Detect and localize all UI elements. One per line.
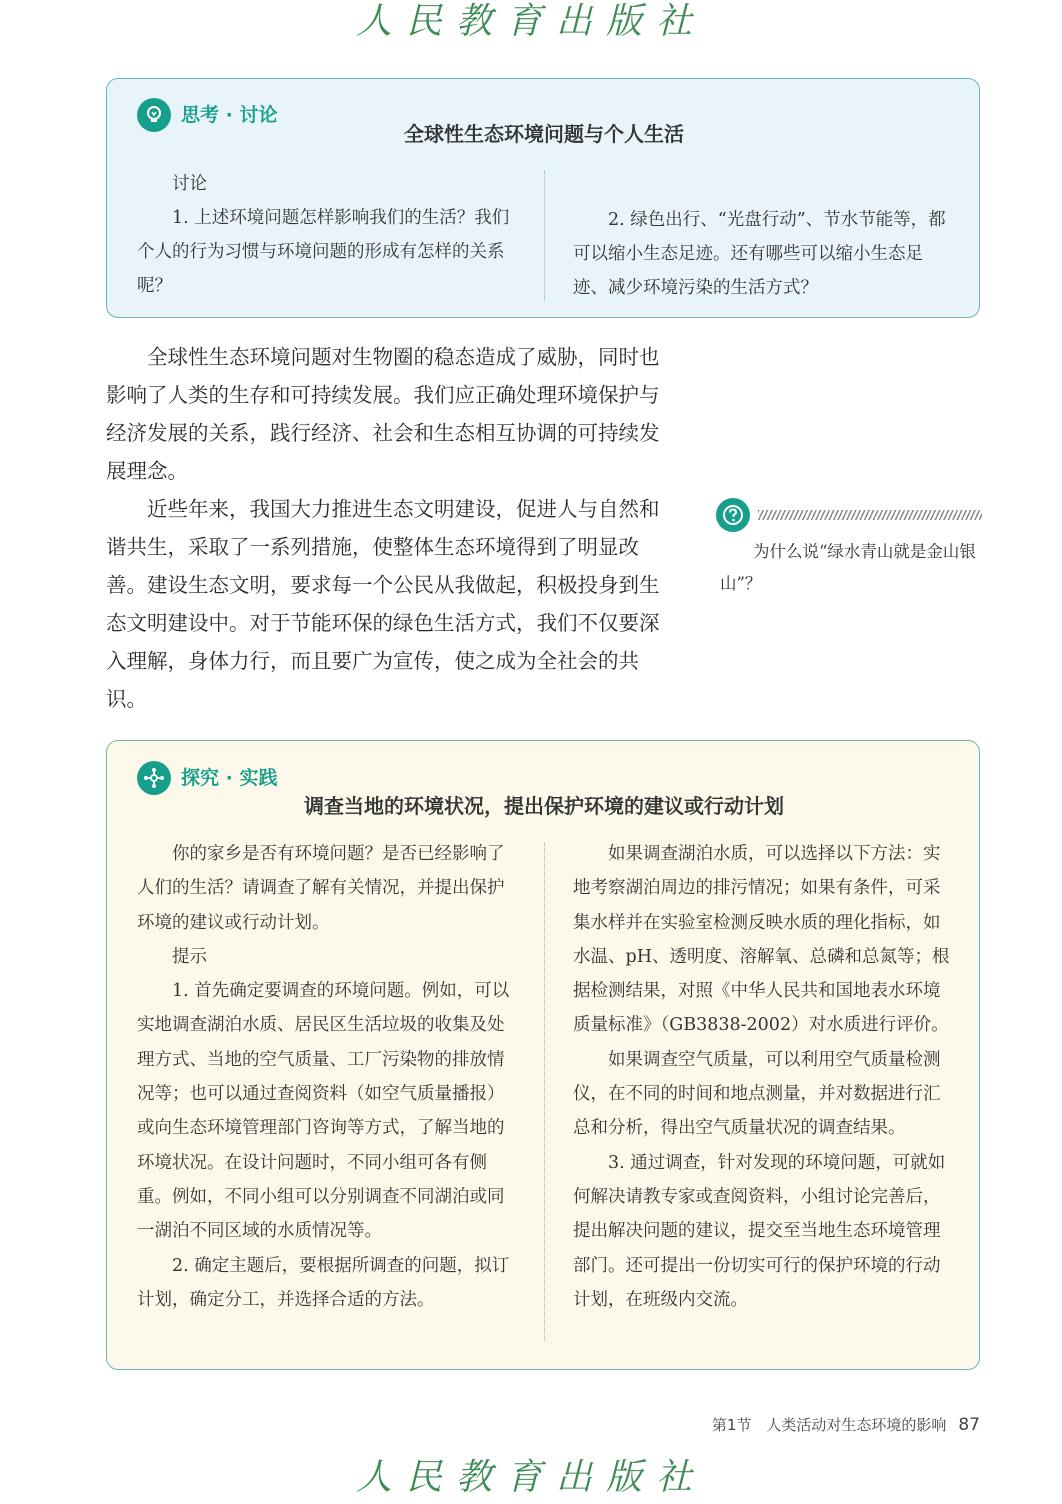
explore-practice-box: [106, 740, 980, 1370]
think-discuss-box: [106, 78, 980, 318]
think-discuss-tag: 思考 · 讨论: [181, 104, 278, 126]
side-note-hatch-divider: [758, 510, 982, 520]
question-mark-icon: [716, 498, 750, 532]
question-2: 2. 绿色出行、“光盘行动”、节水节能等，都可以缩小生态足迹。还有哪些可以缩小生态足迹、减少环境污染的生活方式？: [573, 210, 946, 298]
paragraph-2: 近些年来，我国大力推进生态文明建设，促进人与自然和谐共生，采取了一系列措施，使整体生态环境得到了明显改善。建设生态文明，要求每一个公民从我做起，积极投身到生态文明建设中。对于节能环保的绿色生活方式，我们不仅要深入理解，身体力行，而且要广为宣传，使之成为全社会的共识。: [106, 497, 660, 711]
publisher-logo-top: 人民教育出版社: [355, 1, 706, 42]
think-right-column: [573, 203, 953, 305]
hint-2: 2. 确定主题后，要根据所调查的问题，拟订计划，确定分工，并选择合适的方法。: [137, 1255, 510, 1310]
paragraph-1: 全球性生态环境问题对生物圈的稳态造成了威胁，同时也影响了人类的生存和可持续发展。我们应正确处理环境保护与经济发展的关系，践行经济、社会和生态相互协调的可持续发展理念。: [106, 345, 660, 483]
hint-3: 3. 通过调查，针对发现的环境问题，可就如何解决请教专家或查阅资料，小组讨论完善后，提出解决问题的建议，提交至当地生态环境管理部门。还可提出一份切实可行的保护环境的行动计划，在班级内交流。: [573, 1152, 946, 1310]
page-number: 87: [958, 1415, 980, 1435]
column-divider: [544, 843, 545, 1341]
think-box-title: 全球性生态环境问题与个人生活: [404, 122, 684, 146]
publisher-logo-bottom: 人民教育出版社: [355, 1457, 706, 1498]
explore-right-column: [573, 837, 953, 1317]
explore-practice-tag: 探究 · 实践: [181, 767, 278, 789]
page-footer: [600, 1414, 980, 1436]
side-note-question: 为什么说“绿水青山就是金山银山”？: [720, 542, 976, 593]
column-divider: [544, 171, 545, 301]
discussion-subhead: 讨论: [172, 174, 207, 194]
air-quality-method: 如果调查空气质量，可以利用空气质量检测仪，在不同的时间和地点测量，并对数据进行汇总和分析，得出空气质量状况的调查结果。: [573, 1049, 941, 1139]
explore-left-column: [137, 837, 515, 1317]
hint-1: 1. 首先确定要调查的环境问题。例如，可以实地调查湖泊水质、居民区生活垃圾的收集及处理方式、当地的空气质量、工厂污染物的排放情况等；也可以通过查阅资料（如空气质量播报）或向生态环境管理部门咨询等方式，了解当地的环境状况。在设计问题时，不同小组可各有侧重。例如，不同小组可以分别调查不同湖泊或同一湖泊不同区域的水质情况等。: [137, 981, 510, 1242]
section-title: 第1节 人类活动对生态环境的影响: [711, 1416, 947, 1434]
main-body-text: [106, 338, 662, 718]
explore-box-title: 调查当地的环境状况，提出保护环境的建议或行动计划: [304, 794, 784, 818]
water-quality-method: 如果调查湖泊水质，可以选择以下方法：实地考察湖泊周边的排污情况；如果有条件，可采集水样并在实验室检测反映水质的理化指标，如水温、pH、透明度、溶解氧、总磷和总氮等；根据检测结果，对照《中华人民共和国地表水环境质量标准》（GB3838-2002）对水质进行评价。: [573, 844, 950, 1036]
hint-subhead: 提示: [172, 946, 207, 967]
question-1: 1. 上述环境问题怎样影响我们的生活？我们个人的行为习惯与环境问题的形成有怎样的关系呢？: [137, 208, 510, 296]
molecule-icon: [137, 761, 171, 795]
think-left-column: [137, 167, 517, 303]
explore-intro: 你的家乡是否有环境问题？是否已经影响了人们的生活？请调查了解有关情况，并提出保护环境的建议或行动计划。: [137, 844, 505, 933]
